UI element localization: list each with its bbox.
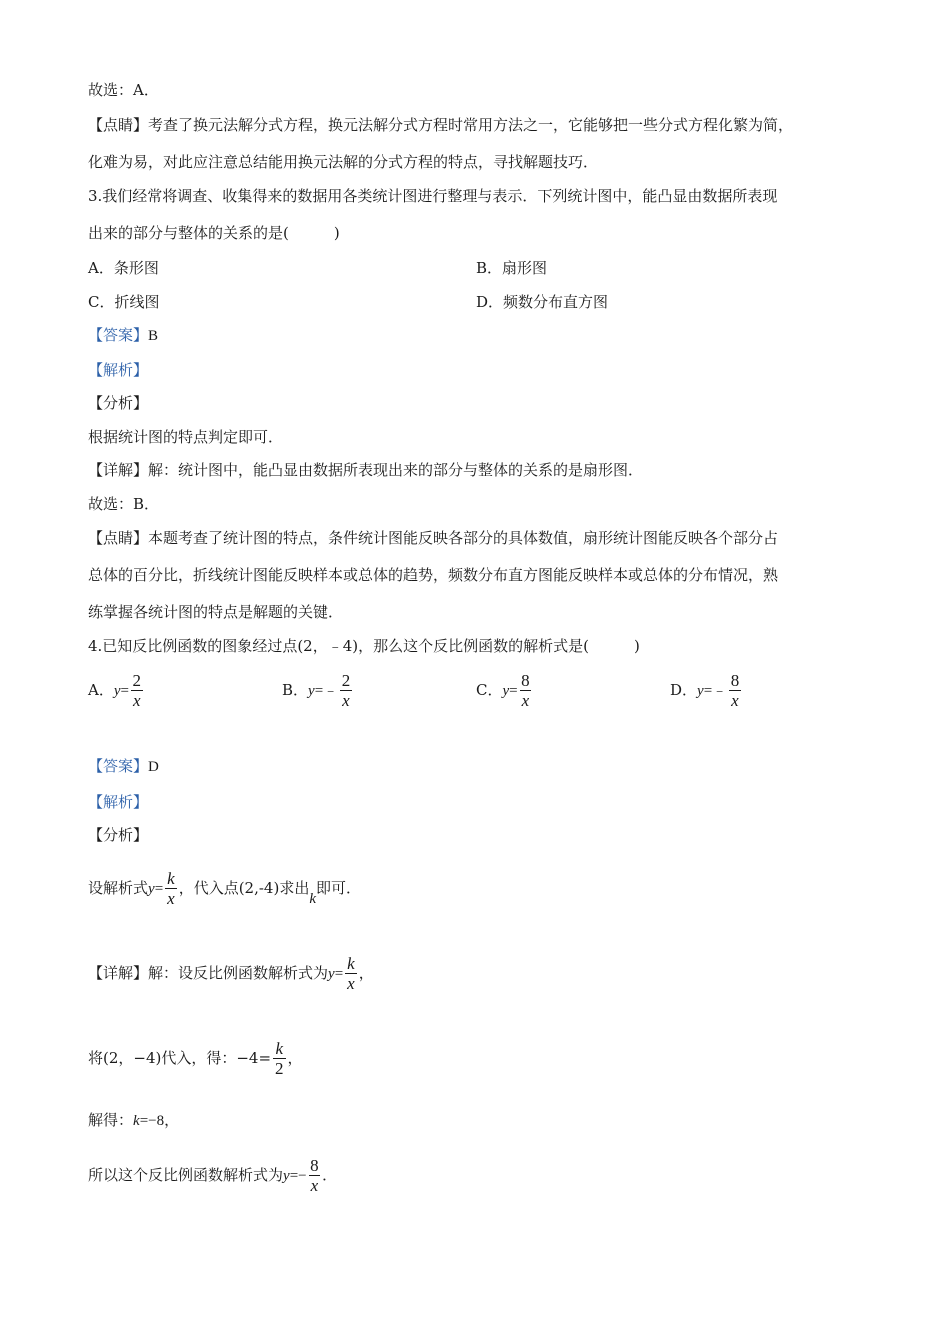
q4-option-b-lhs: y [308, 683, 315, 699]
q3-guxuan: 故选：B． [88, 495, 160, 513]
q4-fenxi-label: 【分析】 [88, 826, 149, 844]
q3-jiexi-label: 【解析】 [88, 361, 149, 379]
q4-option-a-denominator: x [132, 691, 141, 710]
q4-final-lhs: y [283, 1168, 290, 1184]
q3-option-b: B．扇形图 [476, 259, 548, 277]
q4-substitute-denominator: 2 [275, 1059, 284, 1078]
q4-fenxi-numerator: k [167, 869, 175, 888]
q3-xiangjie-label: 【详解】 [88, 461, 149, 479]
q4-option-c-letter: C． [476, 681, 503, 699]
q4-substitute-post: ， [287, 1049, 303, 1067]
q4-option-b-eq: =﹣ [314, 683, 339, 699]
q4-xiangjie-fraction [345, 955, 357, 993]
q4-fenxi-k: k [309, 891, 317, 907]
q4-xiangjie-post: ， [358, 964, 374, 982]
q3-answer-value: B [148, 328, 159, 344]
q4-final-numerator: 8 [310, 1156, 319, 1175]
q4-substitute-fraction [273, 1040, 286, 1078]
q4-substitute-numerator: k [275, 1039, 284, 1058]
q4-solve [88, 1110, 179, 1131]
q4-option-a-fraction [131, 672, 143, 710]
q3-option-a: A．条形图 [88, 259, 159, 277]
q4-option-b [282, 672, 354, 710]
q4-option-c-eq: = [509, 683, 518, 699]
q4-solve-post: =−8， [139, 1113, 180, 1129]
q4-option-c-lhs: y [502, 683, 510, 699]
q4-xiangjie-numerator: k [347, 954, 355, 973]
q3-dianjing-line-2: 总体的百分比，折线统计图能反映样本或总体的趋势，频数分布直方图能反映样本或总体的分布情况，熟 [88, 566, 779, 584]
q3-stem-line-2: 出来的部分与整体的关系的是( ) [88, 224, 340, 242]
q4-stem: 4.已知反比例函数的图象经过点(2，﹣4)，那么这个反比例函数的解析式是( ) [88, 637, 640, 655]
q4-xiangjie-pre: 解：设反比例函数解析式为 [148, 964, 329, 982]
q4-option-b-denominator: x [342, 691, 350, 710]
q4-option-c-denominator: x [521, 691, 530, 710]
dianjing-line-1 [88, 115, 793, 135]
q4-fenxi-eq: = [154, 881, 164, 897]
q4-xiangjie-denominator: x [347, 974, 355, 993]
q3-xiangjie [88, 460, 643, 480]
q4-fenxi-pre: 设解析式 [88, 879, 149, 897]
q4-option-b-letter: B． [282, 681, 309, 699]
q4-fenxi-post: 即可． [316, 879, 362, 897]
q4-substitute-pre: 将(2，−4)代入，得：−4= [88, 1049, 272, 1067]
q3-option-c: C．折线图 [88, 293, 160, 311]
text-guxuan-a: 故选：A． [88, 81, 159, 99]
q4-answer-value: D [148, 759, 159, 775]
q4-final-denominator: x [310, 1176, 319, 1195]
q3-answer [88, 325, 158, 346]
q4-option-c-fraction [520, 672, 532, 710]
q4-option-d-denominator: x [731, 691, 739, 710]
dianjing-label: 【点睛】 [88, 116, 149, 134]
q3-fenxi-text: 根据统计图的特点判定即可． [88, 428, 284, 446]
q3-xiangjie-text: 解：统计图中，能凸显由数据所表现出来的部分与整体的关系的是扇形图． [148, 461, 644, 479]
q4-option-a-letter: A． [88, 681, 114, 699]
q3-dianjing-text-1: 本题考查了统计图的特点，条件统计图能反映各部分的具体数值，扇形统计图能反映各个部分占 [148, 529, 779, 547]
q4-answer-label: 【答案】 [88, 757, 149, 775]
q4-fenxi-denominator: x [167, 889, 175, 908]
q4-fenxi-lhs: y [148, 881, 155, 897]
q3-option-d: D．频数分布直方图 [476, 293, 609, 311]
q4-final-fraction [309, 1157, 321, 1195]
q4-substitute [88, 1036, 303, 1080]
q4-xiangjie-lhs: y [328, 966, 335, 982]
q4-fenxi-mid: ，代入点(2,-4)求出 [178, 879, 310, 897]
q4-final-pre: 所以这个反比例函数解析式为 [88, 1166, 284, 1184]
q4-option-c [476, 672, 533, 710]
q4-xiangjie [88, 951, 374, 996]
q4-option-d [670, 672, 743, 710]
q4-answer [88, 756, 159, 777]
q3-dianjing-label: 【点睛】 [88, 529, 149, 547]
q3-answer-label: 【答案】 [88, 326, 149, 344]
q3-dianjing-line-1 [88, 528, 778, 548]
q4-option-d-fraction [729, 672, 741, 710]
q4-option-a [88, 672, 145, 710]
q4-fenxi-text [88, 866, 361, 911]
q4-option-b-numerator: 2 [341, 671, 351, 690]
q3-dianjing-line-3: 练掌握各统计图的特点是解题的关键． [88, 603, 344, 621]
q4-option-a-numerator: 2 [132, 671, 141, 690]
q4-xiangjie-label: 【详解】 [88, 964, 149, 982]
q4-option-a-eq: = [120, 683, 129, 699]
q4-final-post: ． [322, 1166, 338, 1184]
q4-fenxi-fraction [165, 870, 177, 908]
q4-solve-pre: 解得： [88, 1111, 134, 1129]
q4-option-b-fraction [340, 672, 352, 710]
q4-solve-k: k [133, 1113, 140, 1129]
q4-xiangjie-eq: = [334, 966, 344, 982]
q3-stem-line-1: 3.我们经常将调查、收集得来的数据用各类统计图进行整理与表示．下列统计图中，能凸显由数据所表现 [88, 187, 778, 205]
q4-option-c-numerator: 8 [521, 671, 530, 690]
q4-option-d-eq: =﹣ [703, 683, 728, 699]
q3-fenxi-label: 【分析】 [88, 394, 149, 412]
dianjing-line-2: 化难为易，对此应注意总结能用换元法解的分式方程的特点，寻找解题技巧． [88, 153, 599, 171]
q4-option-a-lhs: y [113, 683, 121, 699]
q4-final-eq: =− [289, 1168, 307, 1184]
q4-option-d-letter: D． [670, 681, 698, 699]
dianjing-text-1: 考查了换元法解分式方程，换元法解分式方程时常用方法之一，它能够把一些分式方程化繁为简， [148, 116, 794, 134]
q4-jiexi-label: 【解析】 [88, 793, 149, 811]
q4-option-d-lhs: y [697, 683, 704, 699]
q4-final [88, 1153, 337, 1198]
q4-option-d-numerator: 8 [730, 671, 740, 690]
